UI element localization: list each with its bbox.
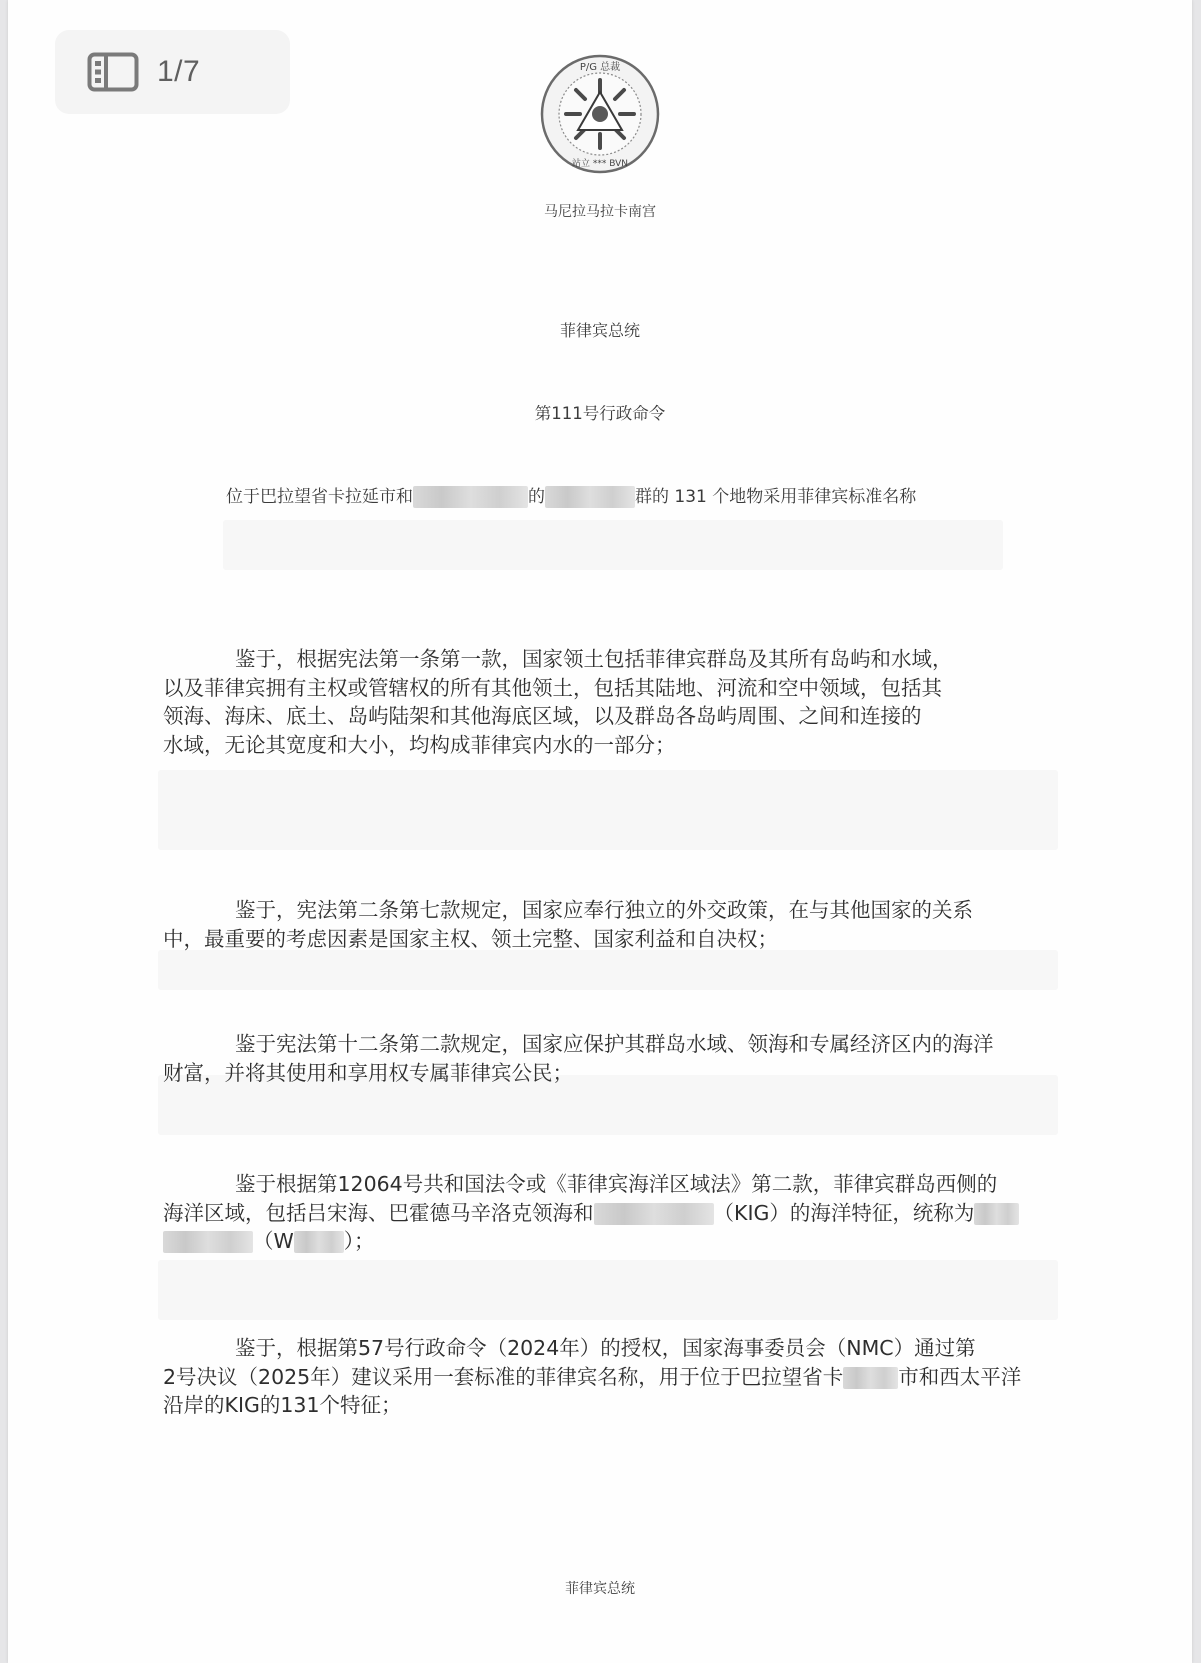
redacted-region [594, 1203, 714, 1225]
order-number-heading: 第111号行政命令 [534, 404, 666, 423]
paragraph-line: 鉴于，根据第57号行政命令（2024年）的授权，国家海事委员会（NMC）通过第 [235, 1336, 976, 1360]
title-text: 的 [528, 487, 545, 507]
redacted-region [843, 1367, 898, 1389]
redacted-region [413, 486, 528, 508]
paragraph-text: 海洋区域，包括吕宋海、巴霍德马辛洛克领海和 [163, 1200, 594, 1225]
whereas-clause-3 [163, 1030, 1058, 1087]
sidebar-panel-icon [87, 52, 139, 92]
paragraph-text: （KIG）的海洋特征，统称为 [713, 1200, 975, 1225]
document-page [8, 0, 1192, 1663]
paragraph-text: 市和西太平洋 [898, 1364, 1022, 1389]
order-title [226, 482, 916, 508]
footer-issuer: 菲律宾总统 [565, 1581, 635, 1597]
svg-text:站立 *** BVN: 站立 *** BVN [571, 159, 629, 169]
page-counter-button[interactable] [55, 30, 290, 114]
paragraph-line: 领海、海床、底土、岛屿陆架和其他海底区域，以及群岛各岛屿周围、之间和连接的 [163, 704, 922, 728]
office-heading: 马尼拉马拉卡南宫 [544, 204, 656, 220]
whereas-clause-1 [163, 645, 1058, 759]
redacted-region [294, 1231, 344, 1253]
scan-artifact [223, 520, 1003, 570]
paragraph-line [163, 1227, 1058, 1256]
paragraph-line: 水域，无论其宽度和大小，均构成菲律宾内水的一部分； [163, 732, 676, 757]
redacted-region [163, 1231, 253, 1253]
svg-text:P/G 总裁: P/G 总裁 [579, 62, 621, 73]
title-text: 群的 131 个地物采用菲律宾标准名称 [635, 487, 917, 507]
scan-artifact [158, 950, 1058, 990]
paragraph-line [163, 1363, 1058, 1392]
paragraph-line: 沿岸的KIG的131个特征； [163, 1393, 402, 1417]
paragraph-line: 财富，并将其使用和享用权专属菲律宾公民； [163, 1060, 573, 1085]
page-counter-label: 1/7 [157, 55, 201, 88]
paragraph-line: 以及菲律宾拥有主权或管辖权的所有其他领土，包括其陆地、河流和空中领域，包括其 [163, 675, 942, 700]
paragraph-line: 鉴于宪法第十二条第二款规定，国家应保护其群岛水域、领海和专属经济区内的海洋 [235, 1032, 994, 1056]
whereas-clause-4 [163, 1170, 1058, 1256]
paragraph-line [163, 1199, 1058, 1228]
scan-artifact [158, 770, 1058, 850]
paragraph-line: 中，最重要的考虑因素是国家主权、领土完整、国家利益和自决权； [163, 926, 778, 951]
presidential-seal-icon [538, 52, 662, 176]
whereas-clause-2 [163, 896, 1058, 953]
paragraph-line: 鉴于，宪法第二条第七款规定，国家应奉行独立的外交政策，在与其他国家的关系 [235, 898, 973, 922]
title-text: 位于巴拉望省卡拉延市和 [226, 487, 413, 507]
scan-artifact [158, 1260, 1058, 1320]
paragraph-line: 鉴于根据第12064号共和国法令或《菲律宾海洋区域法》第二款，菲律宾群岛西侧的 [235, 1172, 998, 1196]
paragraph-text: 2号决议（2025年）建议采用一套标准的菲律宾名称，用于位于巴拉望省卡 [163, 1364, 844, 1389]
paragraph-line: 鉴于，根据宪法第一条第一款，国家领土包括菲律宾群岛及其所有岛屿和水域， [235, 647, 953, 671]
paragraph-text: ）； [343, 1229, 375, 1253]
redacted-region [974, 1203, 1019, 1225]
redacted-region [545, 486, 635, 508]
issuer-heading: 菲律宾总统 [559, 321, 640, 340]
whereas-clause-5 [163, 1334, 1058, 1420]
paragraph-text: （W [253, 1229, 294, 1253]
